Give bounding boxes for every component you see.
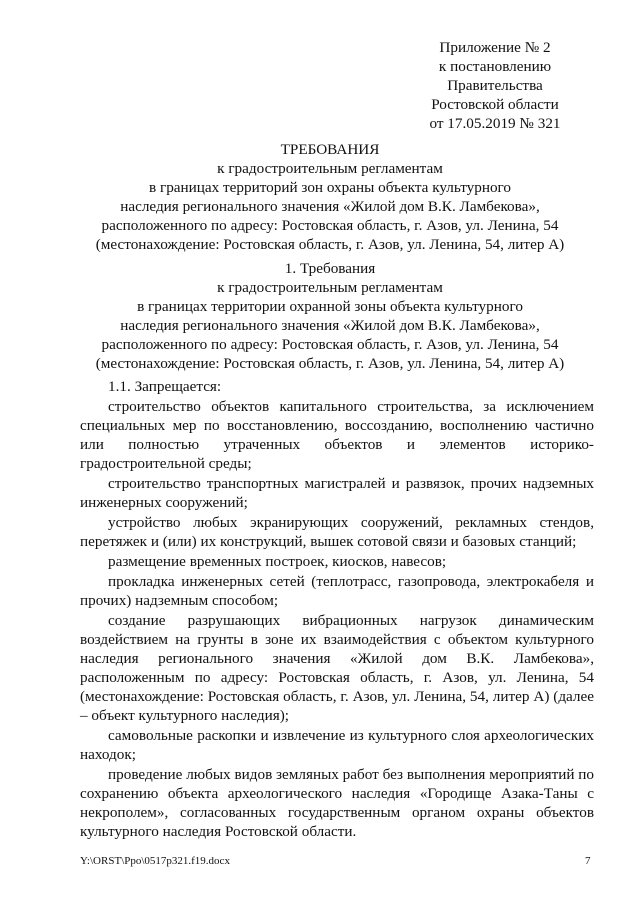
title-heading: ТРЕБОВАНИЯ [280, 141, 380, 158]
prohibition-item: устройство любых экранирующих сооружений, рекламных стендов, перетяжек и (или) их конструкций, вышек сотовой связи и базовых станций; [80, 514, 594, 550]
title-line: к градостроительным регламентам [217, 160, 443, 177]
prohibition-item: прокладка инженерных сетей (теплотрасс, газопровода, электрокабеля и прочих) надземным способом; [80, 573, 594, 609]
prohibition-item: проведение любых видов земляных работ без выполнения мероприятий по сохранению объекта археологического наследия «Городище Азака-Таны с некрополем», согласованных государственным органом охраны объектов культурного наследия Ростовской области. [80, 766, 594, 840]
section-line: к градостроительным регламентам [217, 279, 443, 296]
appendix-block [400, 38, 590, 133]
section-line: расположенного по адресу: Ростовская область, г. Азов, ул. Ленина, 54 [101, 336, 559, 353]
prohibition-item: строительство объектов капитального строительства, за исключением специальных мер по восстановлению, воссозданию, восполнению частично или полностью утраченных объектов и элементов историко-градостроительной среды; [80, 398, 594, 472]
title-line: в границах территорий зон охраны объекта культурного [149, 179, 511, 196]
section-line: в границах территории охранной зоны объекта культурного [137, 298, 523, 315]
section-heading: 1. Требования [284, 260, 376, 277]
title-line: (местонахождение: Ростовская область, г. Азов, ул. Ленина, 54, литер А) [95, 236, 565, 253]
prohibition-item: самовольные раскопки и извлечение из культурного слоя археологических находок; [80, 727, 594, 763]
appendix-line: к постановлению [438, 58, 552, 75]
title-line: наследия регионального значения «Жилой дом В.К. Ламбекова», [120, 198, 540, 215]
footer-file-path: Y:\ORST\Ppo\0517p321.f19.docx [80, 855, 230, 867]
clause-intro: 1.1. Запрещается: [108, 378, 222, 395]
prohibition-item: строительство транспортных магистралей и развязок, прочих надземных инженерных сооружений; [80, 475, 594, 511]
section-title [30, 259, 630, 373]
appendix-line: Ростовской области [431, 96, 559, 113]
appendix-line: Правительства [447, 77, 543, 94]
prohibition-item: создание разрушающих вибрационных нагрузок динамическим воздействием на грунты в зоне их взаимодействия с объектом культурного наследия регионального значения «Жилой дом В.К. Ламбекова», расположенным по адресу: Ростовская область, г. Азов, ул. Ленина, 54 (местонахождение: Ростовская область, г. Азов, ул. Ленина, 54, литер А) (далее – объект культурного наследия); [80, 612, 594, 724]
section-line: (местонахождение: Ростовская область, г. Азов, ул. Ленина, 54, литер А) [95, 355, 565, 372]
title-line: расположенного по адресу: Ростовская область, г. Азов, ул. Ленина, 54 [101, 217, 559, 234]
prohibition-item: размещение временных построек, киосков, навесов; [108, 553, 447, 570]
document-title [30, 140, 630, 254]
appendix-line: от 17.05.2019 № 321 [429, 115, 561, 132]
section-line: наследия регионального значения «Жилой дом В.К. Ламбекова», [120, 317, 540, 334]
document-body [80, 377, 594, 842]
appendix-line: Приложение № 2 [439, 39, 551, 56]
page-number: 7 [585, 855, 591, 867]
